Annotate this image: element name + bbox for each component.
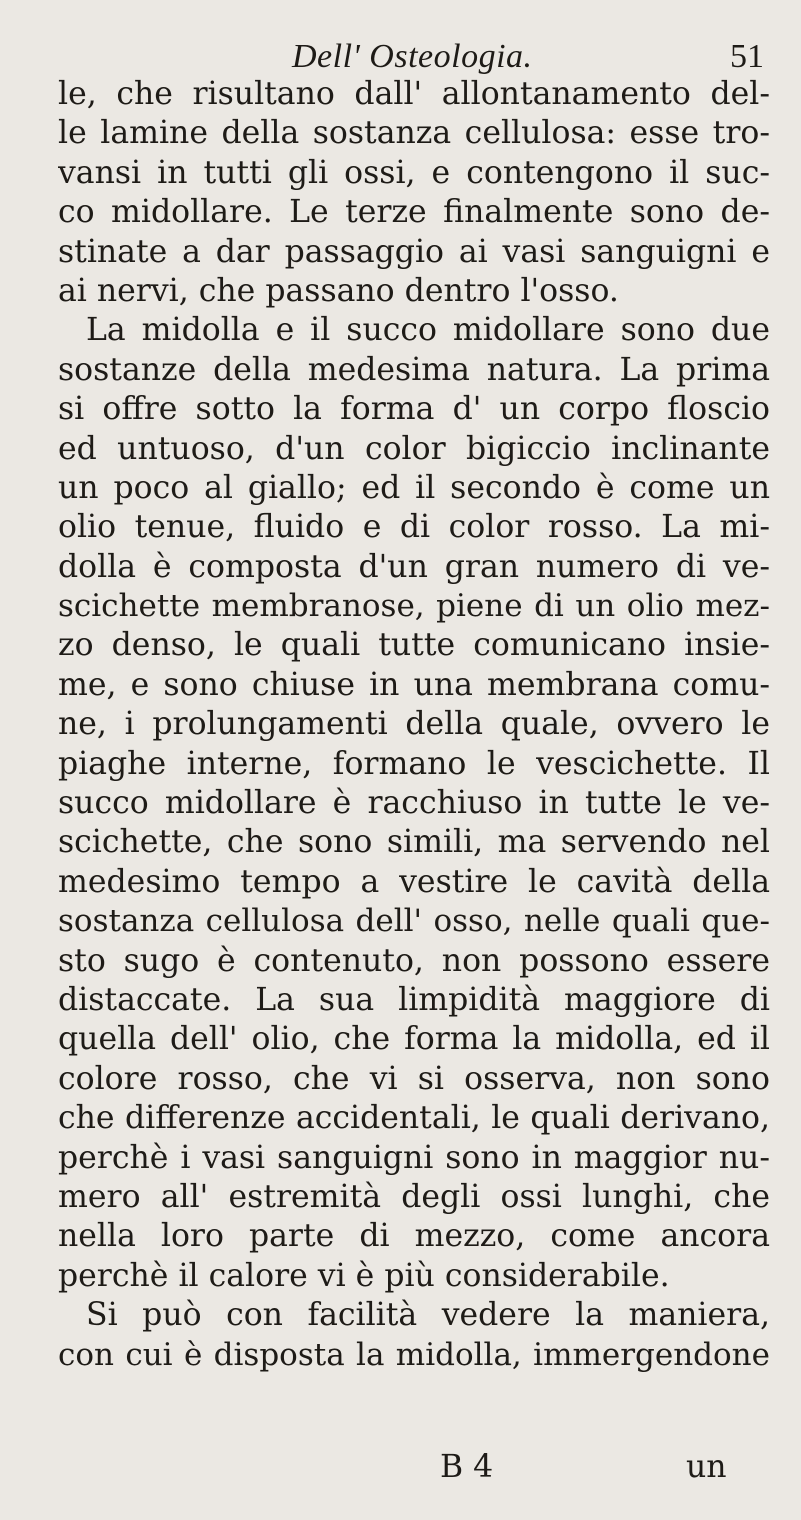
text-line: zo denso, le quali tutte comunicano insie-	[58, 627, 770, 664]
text-line: colore rosso, che vi si osserva, non sono	[58, 1060, 770, 1097]
text-line: medesimo tempo a vestire le cavità della	[58, 863, 770, 900]
text-line: piaghe interne, formano le vescichette. Il	[58, 745, 770, 782]
text-line: le, che risultano dall' allontanamento del-	[58, 76, 770, 112]
signature-mark: B 4	[440, 1449, 494, 1485]
paragraph-first-line: La midolla e il succo midollare sono due	[86, 312, 770, 349]
page-footer	[0, 1447, 801, 1491]
text-line: scichette, che sono simili, ma servendo nel	[58, 824, 770, 861]
text-line: olio tenue, fluido e di color rosso. La mi-	[58, 509, 770, 546]
text-line: quella dell' olio, che forma la midolla, ed il	[58, 1021, 770, 1058]
text-line: me, e sono chiuse in una membrana comu-	[58, 666, 770, 703]
text-line: co midollare. Le terze finalmente sono de-	[58, 194, 770, 231]
text-line: sostanza cellulosa dell' osso, nelle quali que-	[58, 903, 770, 940]
text-line: scichette membranose, piene di un olio mez-	[58, 588, 770, 625]
text-line: si offre sotto la forma d' un corpo floscio	[58, 391, 770, 428]
text-line: distaccate. La sua limpidità maggiore di	[58, 981, 770, 1018]
text-line: succo midollare è racchiuso in tutte le ve-	[58, 785, 770, 822]
text-line: sto sugo è contenuto, non possono essere	[58, 942, 770, 979]
text-line: le lamine della sostanza cellulosa: esse tro-	[58, 115, 770, 152]
text-line: ne, i prolungamenti della quale, ovvero le	[58, 706, 770, 743]
paragraph-first-line: Si può con facilità vedere la maniera,	[86, 1297, 770, 1334]
page-number: 51	[730, 38, 764, 75]
text-line: nella loro parte di mezzo, come ancora	[58, 1218, 770, 1255]
text-line: perchè i vasi sanguigni sono in maggior nu-	[58, 1139, 770, 1176]
running-title: Dell' Osteologia.	[292, 38, 533, 75]
text-line: dolla è composta d'un gran numero di ve-	[58, 548, 770, 585]
body-text	[58, 75, 770, 1375]
text-line: con cui è disposta la midolla, immergendone	[58, 1336, 770, 1373]
text-line: che differenze accidentali, le quali derivano,	[58, 1100, 770, 1137]
text-line: un poco al giallo; ed il secondo è come un	[58, 469, 770, 506]
text-line: ed untuoso, d'un color bigiccio inclinante	[58, 430, 770, 467]
text-line: stinate a dar passaggio ai vasi sanguigni e	[58, 233, 770, 270]
catchword: un	[686, 1449, 727, 1485]
text-line: ai nervi, che passano dentro l'osso.	[58, 272, 619, 309]
text-line: sostanze della medesima natura. La prima	[58, 351, 770, 388]
text-line: mero all' estremità degli ossi lunghi, che	[58, 1178, 770, 1215]
text-line: perchè il calore vi è più considerabile.	[58, 1257, 670, 1294]
text-line: vansi in tutti gli ossi, e contengono il suc-	[58, 154, 770, 191]
